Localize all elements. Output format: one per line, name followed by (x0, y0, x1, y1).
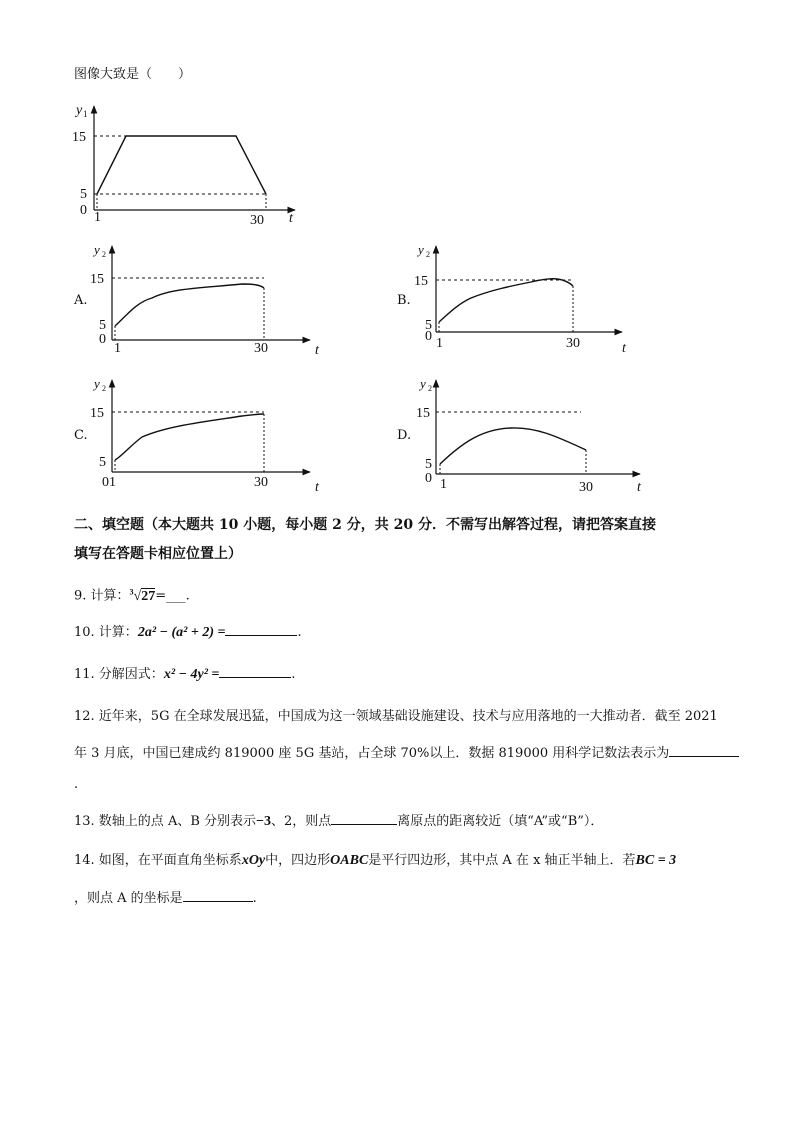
a-tick-0: 0 (99, 332, 106, 347)
d-tick-15: 15 (416, 406, 430, 421)
a-tick-15: 15 (90, 272, 104, 287)
d-xtick-30: 30 (579, 480, 593, 495)
a-x-label: t (315, 343, 319, 358)
b-y-sub: 2 (426, 250, 430, 259)
option-c-graph[interactable] (90, 374, 332, 495)
b-xtick-1: 1 (436, 336, 443, 351)
x-tick-1: 1 (94, 210, 101, 225)
y1-sub: 1 (83, 109, 88, 119)
a-y-label: y (94, 242, 100, 257)
q10-expression: 2a² − (a² + 2) = (137, 625, 226, 640)
d-y-sub: 2 (428, 384, 432, 393)
q13-answer-blank[interactable] (331, 812, 397, 825)
question-intro: 图像大致是（ ） (74, 67, 192, 82)
q12-answer-blank[interactable] (669, 744, 739, 757)
y1-label: y (76, 103, 83, 118)
a-xtick-30: 30 (254, 341, 268, 356)
b-x-label: t (622, 341, 626, 356)
q14-answer-blank[interactable] (183, 889, 253, 902)
c-tick-01: 01 (102, 475, 116, 490)
b-tick-5: 5 (425, 318, 432, 333)
a-tick-5: 5 (99, 318, 106, 333)
option-a-graph[interactable] (92, 240, 332, 358)
d-tick-5: 5 (425, 457, 432, 472)
c-xtick-30: 30 (254, 475, 268, 490)
section-title-line2: 填写在答题卡相应位置上） (74, 546, 242, 562)
c-tick-15: 15 (90, 406, 104, 421)
option-d-label[interactable]: D. (397, 428, 412, 443)
question-9 (74, 583, 190, 606)
q10-answer-blank[interactable] (225, 623, 297, 636)
option-d-graph[interactable] (416, 374, 656, 495)
question-12-line2: 年 3 月底，中国已建成约 819000 座 5G 基站，占全球 70%以上．数据 819000 用科学记数法表示为 (74, 744, 739, 763)
question-13: 13. 数轴上的点 A、B 分别表示−3、2，则点 离原点的距离较近（填“A”或“B”）． (74, 814, 604, 829)
q11-expression: x² − 4y² = (163, 667, 220, 682)
trapezoid-graph-y1 (70, 98, 310, 228)
option-c-label[interactable]: C. (74, 428, 88, 443)
d-x-label: t (637, 480, 641, 495)
b-y-label: y (418, 242, 424, 257)
c-y-sub: 2 (102, 384, 106, 393)
q9-prefix: 9. 计算： (74, 588, 130, 604)
y1-tick-15: 15 (72, 130, 86, 145)
d-xtick-1: 1 (440, 477, 447, 492)
option-b-graph[interactable] (416, 240, 656, 358)
option-b-label[interactable]: B. (397, 293, 411, 308)
c-x-label: t (315, 480, 319, 495)
a-xtick-1: 1 (114, 341, 121, 356)
q9-cube-root: $^3$√27 (129, 587, 156, 604)
question-11: 11. 分解因式：x² − 4y² = . (74, 667, 296, 682)
y1-tick-5: 5 (80, 187, 87, 202)
question-12-line3: . (74, 777, 79, 792)
d-tick-0: 0 (425, 471, 432, 486)
x-tick-30: 30 (250, 213, 264, 228)
y1-tick-0: 0 (80, 203, 87, 218)
b-tick-15: 15 (414, 274, 428, 289)
q9-suffix: =___. (155, 588, 190, 604)
b-tick-0: 0 (425, 329, 432, 344)
question-14-line1: 14. 如图，在平面直角坐标系xOy中，四边形OABC是平行四边形，其中点 A 在 x 轴正半轴上．若BC = 3 (74, 853, 677, 868)
question-14-line2: ，则点 A 的坐标是 . (74, 891, 257, 906)
q13-neg-value: −3 (256, 814, 271, 829)
section-title-line1: 二、填空题（本大题共 10 小题，每小题 2 分，共 20 分．不需写出解答过程，请把答案直接 (74, 517, 656, 533)
d-y-label: y (420, 376, 426, 391)
question-10: 10. 计算：2a² − (a² + 2) = . (74, 625, 302, 640)
c-tick-5: 5 (99, 455, 106, 470)
c-y-label: y (94, 376, 100, 391)
q11-answer-blank[interactable] (219, 665, 291, 678)
question-12-line1: 12. 近年来，5G 在全球发展迅猛，中国成为这一领域基础设施建设、技术与应用落地的一大推动者．截至 2021 (74, 709, 718, 724)
x-label: t (289, 211, 293, 226)
option-a-label[interactable]: A. (74, 293, 88, 308)
b-xtick-30: 30 (566, 336, 580, 351)
a-y-sub: 2 (102, 250, 106, 259)
